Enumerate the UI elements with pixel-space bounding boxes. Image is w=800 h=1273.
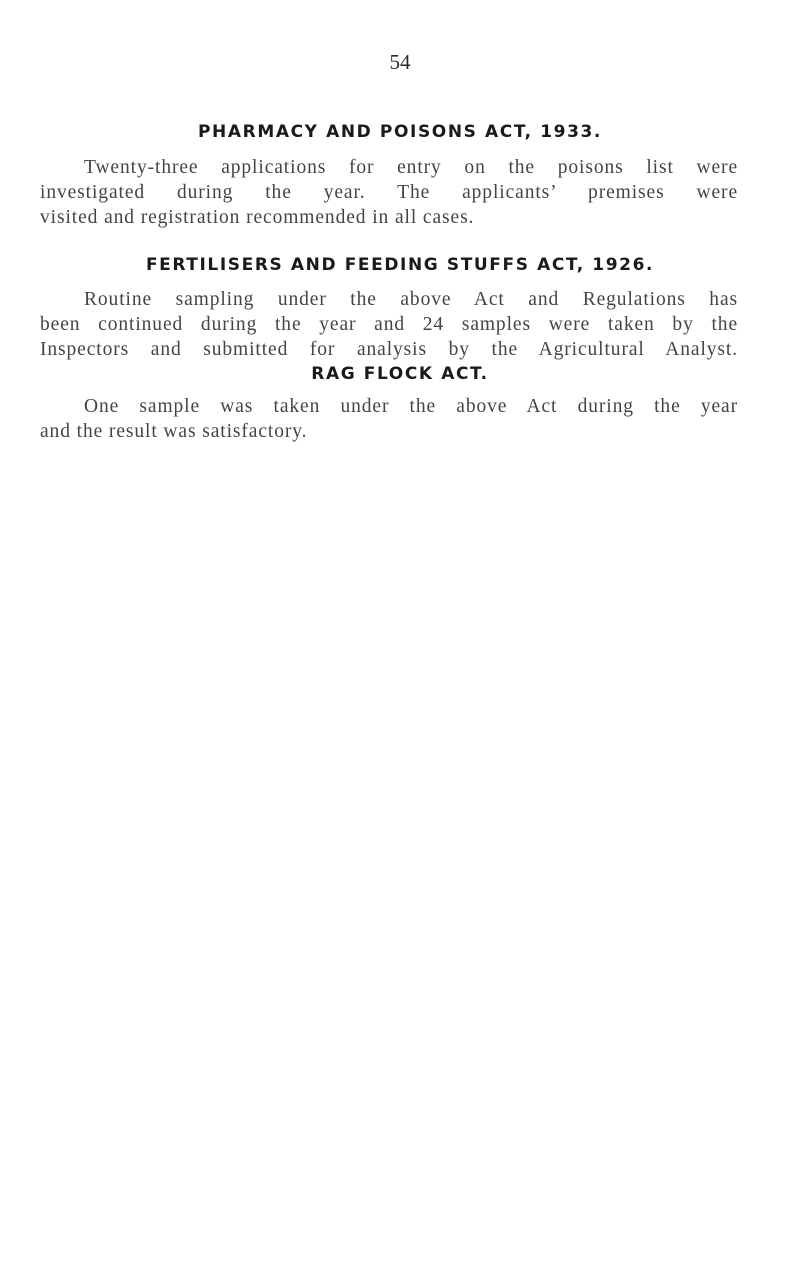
section-paragraph-fertilisers-feeding-stuffs	[40, 287, 738, 362]
paragraph-line: investigated during the year. The applicants’ premises were	[40, 182, 738, 203]
paragraph-line: Routine sampling under the above Act and Regulations has	[84, 289, 738, 310]
paragraph-line: visited and registration recommended in all cases.	[40, 207, 475, 228]
section-paragraph-pharmacy-poisons	[40, 155, 738, 230]
paragraph-line: been continued during the year and 24 samples were taken by the	[40, 314, 738, 335]
paragraph-line: Twenty-three applications for entry on the poisons list were	[84, 157, 738, 178]
section-heading-pharmacy-poisons: PHARMACY AND POISONS ACT, 1933.	[197, 122, 602, 142]
page-number: 54	[389, 50, 411, 74]
section-paragraph-rag-flock	[40, 394, 738, 444]
section-heading-rag-flock: RAG FLOCK ACT.	[311, 364, 489, 384]
paragraph-line: One sample was taken under the above Act during the year	[84, 396, 738, 417]
section-heading-fertilisers-feeding-stuffs: FERTILISERS AND FEEDING STUFFS ACT, 1926.	[145, 255, 655, 275]
paragraph-line: Inspectors and submitted for analysis by the Agricultural Analyst.	[40, 339, 738, 360]
paragraph-line: and the result was satisfactory.	[40, 421, 308, 442]
